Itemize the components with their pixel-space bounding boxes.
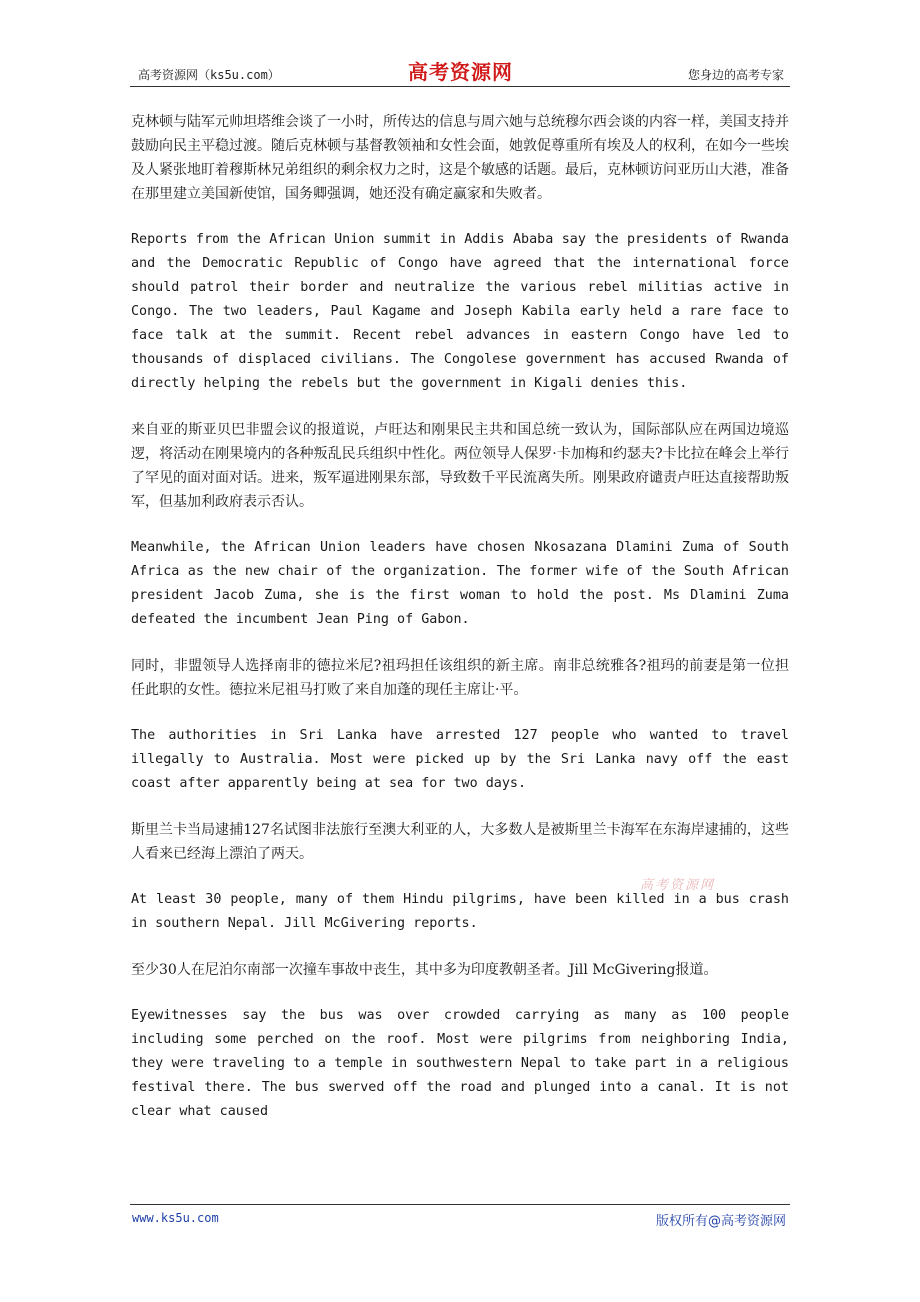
article-body: [131, 110, 789, 1146]
page-header: [130, 56, 790, 87]
header-logo: 高考资源网: [408, 60, 513, 84]
paragraph-zh: 至少30人在尼泊尔南部一次撞车事故中丧生，其中多为印度教朝圣者。Jill McGivering报道。: [131, 962, 718, 978]
paragraph-zh: 同时，非盟领导人选择南非的德拉米尼?祖玛担任该组织的新主席。南非总统雅各?祖玛的前妻是第一位担任此职的女性。德拉米尼祖马打败了来自加蓬的现任主席让·平。: [131, 658, 789, 698]
paragraph-en: The authorities in Sri Lanka have arrested 127 people who wanted to travel illegally to Australia. Most were picked up by the Sri Lanka navy off the east coast after apparently being at sea for two days.: [131, 728, 789, 791]
paragraph-zh: 斯里兰卡当局逮捕127名试图非法旅行至澳大利亚的人，大多数人是被斯里兰卡海军在东海岸逮捕的，这些人看来已经海上漂泊了两天。: [131, 822, 789, 862]
paragraph-zh: 来自亚的斯亚贝巴非盟会议的报道说，卢旺达和刚果民主共和国总统一致认为，国际部队应在两国边境巡逻，将活动在刚果境内的各种叛乱民兵组织中性化。两位领导人保罗·卡加梅和约瑟夫?卡比拉在峰会上举行了罕见的面对面对话。进来，叛军逼进刚果东部，导致数千平民流离失所。刚果政府谴责卢旺达直接帮助叛军，但基加利政府表示否认。: [131, 422, 789, 510]
paragraph-en: Eyewitnesses say the bus was over crowded carrying as many as 100 people including some perched on the roof. Most were pilgrims from neighboring India, they were traveling to a temple in southwestern Nepal to take part in a religious festival there. The bus swerved off the road and plunged into a canal. It is not clear what caused: [131, 1008, 789, 1119]
paragraph-en: Meanwhile, the African Union leaders have chosen Nkosazana Dlamini Zuma of South Africa as the new chair of the organization. The former wife of the South African president Jacob Zuma, she is the first woman to hold the post. Ms Dlamini Zuma defeated the incumbent Jean Ping of Gabon.: [131, 540, 789, 627]
paragraph-en: At least 30 people, many of them Hindu pilgrims, have been killed in a bus crash in southern Nepal. Jill McGivering reports.: [131, 892, 789, 931]
header-slogan: 您身边的高考专家: [687, 68, 784, 82]
footer-copyright: 版权所有@高考资源网: [655, 1214, 786, 1229]
footer-website-link[interactable]: www.ks5u.com: [132, 1211, 219, 1225]
watermark: 高考资源网: [640, 878, 716, 893]
paragraph-en: Reports from the African Union summit in Addis Ababa say the presidents of Rwanda and the Democratic Republic of Congo have agreed that the international force should patrol their border and neutralize the various rebel militias active in Congo. The two leaders, Paul Kagame and Joseph Kabila early held a rare face to face talk at the summit. Recent rebel advances in eastern Congo have led to thousands of displaced civilians. The Congolese government has accused Rwanda of directly helping the rebels but the government in Kigali denies this.: [131, 232, 789, 391]
paragraph-zh: 克林顿与陆军元帅坦塔维会谈了一小时，所传达的信息与周六她与总统穆尔西会谈的内容一样，美国支持并鼓励向民主平稳过渡。随后克林顿与基督教领袖和女性会面，她敦促尊重所有埃及人的权利，在如今一些埃及人紧张地盯着穆斯林兄弟组织的剩余权力之时，这是个敏感的话题。最后，克林顿访问亚历山大港，准备在那里建立美国新使馆，国务卿强调，她还没有确定赢家和失败者。: [131, 114, 789, 202]
page-footer: [130, 1204, 790, 1231]
header-site-name: 高考资源网（ks5u.com）: [138, 68, 280, 82]
